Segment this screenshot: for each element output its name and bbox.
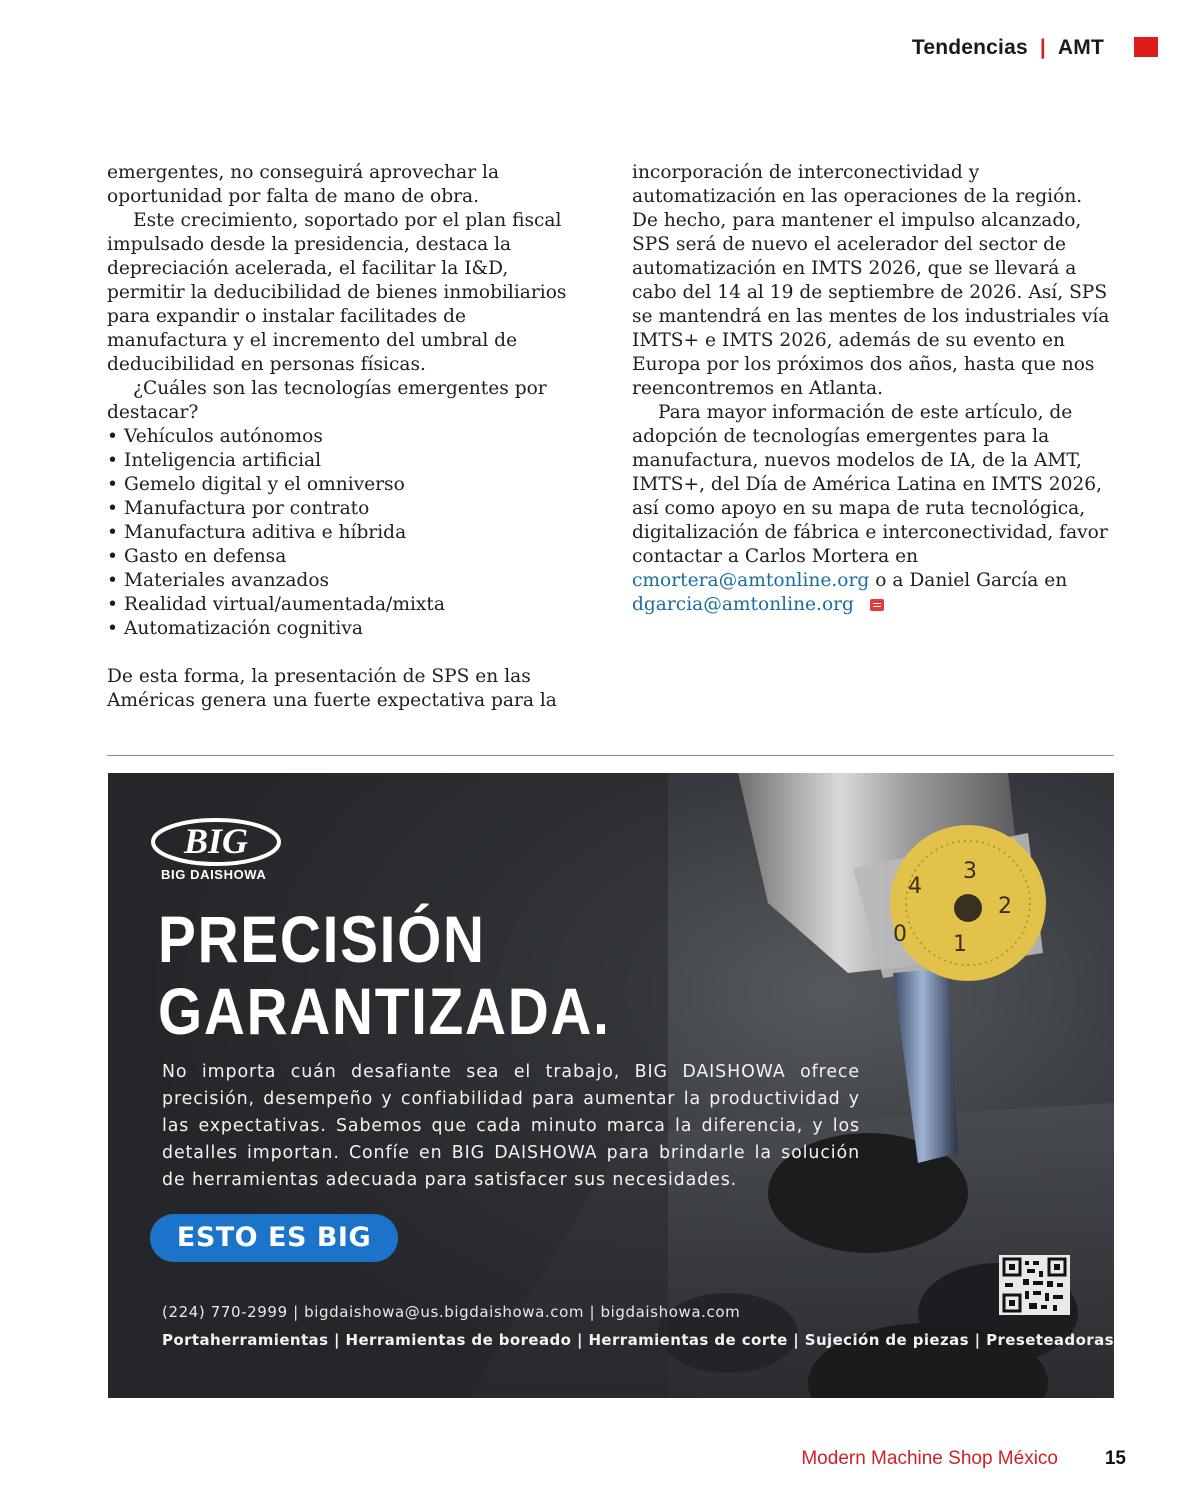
section-label: Tendencias bbox=[911, 36, 1028, 59]
big-logo bbox=[150, 817, 282, 867]
paragraph: incorporación de interconectividad y automatización en las operaciones de la región. De hecho, para mantener el impulso alcanzado, SPS será de nuevo el acelerador del sector de automatización en IMTS 2026, que se llevará a cabo del 14 al 19 de septiembre de 2026. Así, SPS se mantendrá en las mentes de los industriales vía IMTS+ e IMTS 2026, además de su evento en Europa por los próximos dos años, hasta que nos reencontremos en Atlanta. bbox=[632, 162, 1110, 399]
running-header bbox=[912, 36, 1104, 60]
list-item: • Manufactura aditiva e híbrida bbox=[107, 521, 589, 545]
list-item: • Materiales avanzados bbox=[107, 569, 589, 593]
list-item: • Gemelo digital y el omniverso bbox=[107, 473, 589, 497]
headline-line-1: PRECISIÓN bbox=[158, 902, 486, 976]
contact-paragraph bbox=[632, 401, 1114, 617]
header-separator: | bbox=[1039, 36, 1046, 59]
paragraph: De esta forma, la presentación de SPS en las Américas genera una fuerte expectativa para la bbox=[107, 666, 557, 711]
headline-line-2: GARANTIZADA. bbox=[158, 974, 611, 1048]
header-red-mark bbox=[1134, 37, 1158, 57]
list-item: • Inteligencia artificial bbox=[107, 449, 589, 473]
ad-headline bbox=[158, 903, 708, 1047]
email-link-cmortera[interactable]: cmortera@amtonline.org bbox=[632, 570, 870, 591]
dial-number: 4 bbox=[908, 874, 922, 899]
big-daishowa-ad[interactable] bbox=[108, 773, 1114, 1398]
dial-number: 3 bbox=[963, 859, 977, 884]
qr-code[interactable] bbox=[999, 1255, 1070, 1315]
dial-number: 1 bbox=[953, 932, 967, 957]
list-item: • Realidad virtual/aumentada/mixta bbox=[107, 593, 589, 617]
paragraph: ¿Cuáles son las tecnologías emergentes por destacar? bbox=[107, 378, 547, 423]
magazine-name: Modern Machine Shop México bbox=[801, 1448, 1058, 1469]
ad-contact-line: (224) 770-2999 | bigdaishowa@us.bigdaishowa.com | bigdaishowa.com bbox=[162, 1303, 741, 1321]
article-left-column bbox=[107, 161, 589, 713]
paragraph: Este crecimiento, soportado por el plan fiscal impulsado desde la presidencia, destaca la depreciación acelerada, el facilitar la I&D, permitir la deducibilidad de bienes inmobiliarios para expandir o instalar facilitades de manufactura y el incremento del umbral de deducibilidad en personas físicas. bbox=[107, 210, 567, 375]
brand-label: AMT bbox=[1057, 36, 1104, 59]
logo-text: BIG bbox=[183, 821, 249, 861]
technology-list bbox=[107, 425, 589, 641]
contact-text: Para mayor información de este artículo, de adopción de tecnologías emergentes para la manufactura, nuevos modelos de IA, de la AMT, IMTS+, del Día de América Latina en IMTS 2026, así como apoyo en su mapa de ruta tecnológica, digitalización de fábrica e interconectividad, favor contactar a Carlos Mortera en bbox=[632, 402, 1108, 567]
dial-number: 0 bbox=[893, 922, 907, 947]
spacer bbox=[107, 641, 589, 665]
article-right-column bbox=[632, 161, 1114, 617]
brand-name: BIG DAISHOWA bbox=[161, 867, 267, 882]
end-of-article-icon bbox=[870, 599, 884, 611]
contact-text: o a Daniel García en bbox=[875, 570, 1068, 591]
dial-number: 2 bbox=[998, 894, 1012, 919]
paragraph: emergentes, no conseguirá aprovechar la oportunidad por falta de mano de obra. bbox=[107, 162, 500, 207]
esto-es-big-button[interactable]: ESTO ES BIG bbox=[150, 1214, 398, 1262]
ad-body-text: No importa cuán desafiante sea el trabajo, BIG DAISHOWA ofrece precisión, desempeño y confiabilidad para aumentar la productividad y las expectativas. Sabemos que cada minuto marca la diferencia, y los detalles importan. Confíe en BIG DAISHOWA para brindarle la solución de herramientas adecuada para satisfacer sus necesidades. bbox=[162, 1062, 860, 1190]
list-item: • Vehículos autónomos bbox=[107, 425, 589, 449]
list-item: • Gasto en defensa bbox=[107, 545, 589, 569]
ad-products-line: Portaherramientas | Herramientas de boreado | Herramientas de corte | Sujeción de piezas | Preseteadoras bbox=[162, 1331, 1114, 1349]
list-item: • Manufactura por contrato bbox=[107, 497, 589, 521]
list-item: • Automatización cognitiva bbox=[107, 617, 589, 641]
page-number: 15 bbox=[1104, 1448, 1126, 1469]
divider bbox=[107, 755, 1114, 756]
email-link-dgarcia[interactable]: dgarcia@amtonline.org bbox=[632, 594, 854, 615]
